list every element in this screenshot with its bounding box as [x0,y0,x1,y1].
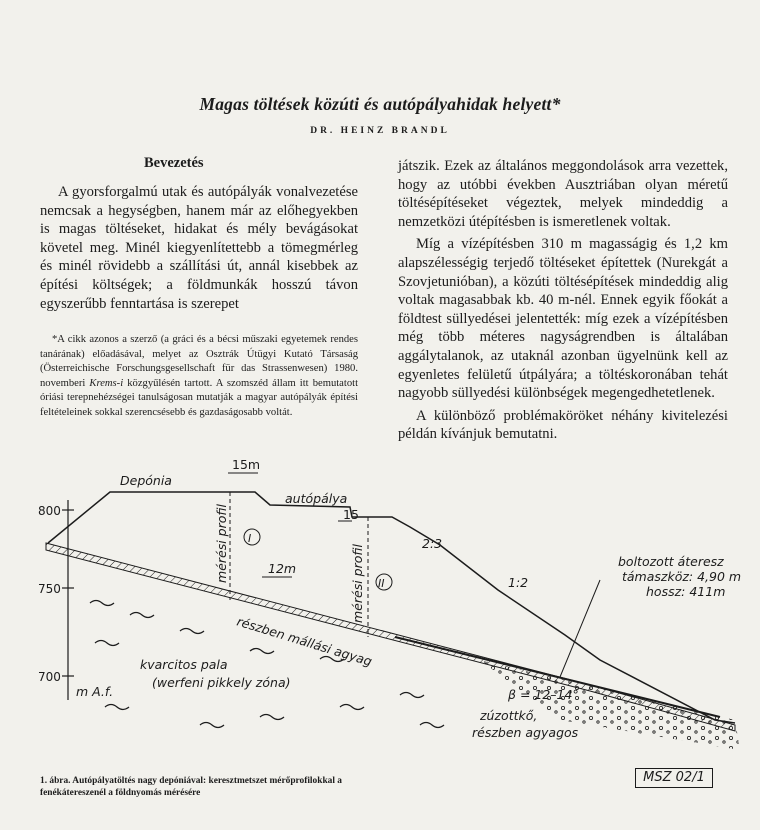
measurement-profile-1-label: mérési profil [214,504,229,583]
elevation-unit-label: m A.f. [76,684,114,699]
rock-wave [340,705,364,710]
rock-wave [260,715,284,720]
measurement-profile-2-label: mérési profil [350,544,365,623]
elevation-label-750: 750 [38,582,61,596]
continuation-paragraph: játszik. Ezek az általános meggondolások arra vezettek, hogy az utóbbi években Ausztriában olyan méretű töltésépítéseket végeztek, melyek mindeddig a nemzetközi útépítésben is ismeretlenek voltak. [398,158,728,230]
rock-label-2: (werfeni pikkely zóna) [152,675,291,690]
left-column [40,183,358,313]
rock-wave [250,649,274,654]
section-heading: Bevezetés [144,155,204,171]
slope-1-2-label: 1:2 [508,575,529,590]
footnote [40,333,358,421]
footnote-text [40,333,358,421]
footnote-text-before: *A cikk azonos a szerző (a gráci és a bécsi műszaki egyetemek rendes tanárának) előadásával, melyet az Osztrák Útügyi Kutató Társaság (Österreichische Forschungsgesellschaft für das Strassenwesen) 1980. novemberi [40,334,358,389]
rock-wave [420,723,444,728]
width-15m-top-label: 15m [232,457,261,472]
culvert-label-1: boltozott áteresz [618,554,724,569]
rock-wave [180,629,204,634]
culvert-label-3: hossz: 411m [646,584,726,599]
width-12m-label: 12m [268,561,297,576]
culvert-label-2: támaszköz: 4,90 m [622,569,742,584]
intro-paragraph: A gyorsforgalmú utak és autópályák vonalvezetése nemcsak a hegységben, hanem már az előhegyekben is magas töltéseket, hidakat és mély bevágásokat követel meg. Minél kiegyenlítettebb a tömegmérleg és minél rövidebb a szállítási út, annál kisebbek az építési költségek; a földmunkák hosszú távon egyszerűbb fenntartása is szerepet [40,184,358,312]
rock-wave [95,641,119,646]
footnote-text-italic: Krems-i [89,377,124,389]
rock-label-1: kvarcitos pala [140,657,228,672]
beta-angle-label: β = 12–14° [508,687,579,702]
culvert-leader-line [560,580,600,677]
rock-wave [400,693,424,698]
figure-caption: 1. ábra. Autópályatöltés nagy depóniával: keresztmetszet mérőprofilokkal a fenékátereszenél a földnyomás mérésére [40,776,342,798]
article-title: Magas töltések közúti és autópályahidak helyett* [199,94,561,114]
width-15-label: 15 [343,507,359,522]
gravel-label-2: részben agyagos [472,725,579,740]
footnote-text-after: közgyűlésén tartott. A szomszéd állam itt bemutatott óriási terepnehézségei tanulságosan mutatják a magyar autópályák építési feltételeinek sokkal szerencsésebb és gazdaságosabb voltát. [40,377,359,418]
right-column [398,157,728,444]
profile-1-marker [244,529,260,545]
body-paragraph-2: Míg a vízépítésben 310 m magasságig és 1,2 km alapszélességig terjedő töltéseket építettek (Nurekgát a Szovjetunióban), a közúti töltésépítések mindeddig alig voltak magasabbak kb. 40 m-nél. Ennek egyik főokát a földtest süllyedései jelentették: míg ezek a vízépítésben még több méteres nagyságrendben is általában aggálytalanok, az utaknál azonban ügyelnünk kell az egyenletes felületű útpályára; a töltéskoronában tehát nagyobb süllyedési különbségek megengedhetetlenek. [398,236,728,402]
profile-1-number: I [248,532,252,545]
rock-wave [200,723,224,728]
weathered-clay-label: részben mállási agyag [235,613,374,669]
embankment-cross-section-figure [0,455,760,755]
rock-wave [105,705,129,710]
deponia-label: Depónia [120,473,172,488]
profile-2-number: II [378,577,385,590]
elevation-label-800: 800 [38,504,61,518]
article-author: DR. HEINZ BRANDL [310,126,450,136]
elevation-label-700: 700 [38,670,61,684]
rock-wave [90,601,114,606]
rock-wave [130,613,154,618]
highway-label: autópálya [285,491,348,506]
body-paragraph-3: A különböző problémaköröket néhány kivitelezési példán kívánjuk bemutatni. [398,407,728,443]
figure-stamp: MSZ 02/1 [635,768,713,788]
slope-2-3-label: 2:3 [422,536,443,551]
gravel-label-1: zúzottkő, [480,708,538,723]
